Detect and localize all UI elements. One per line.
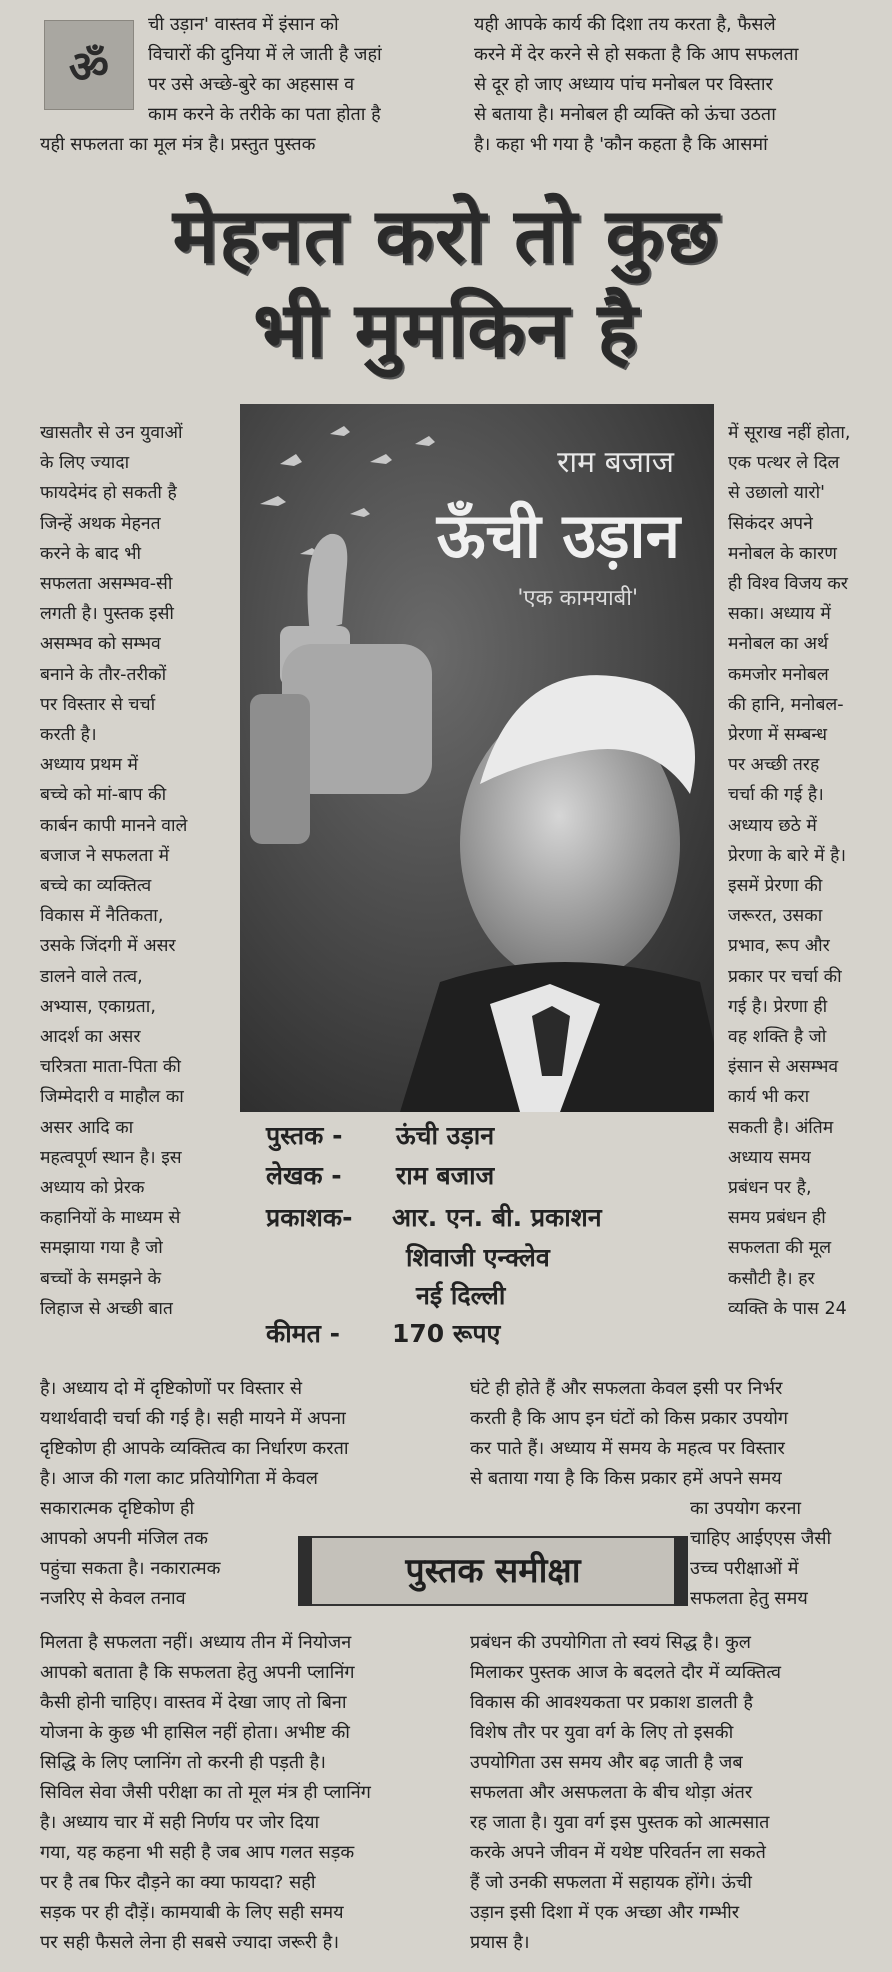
text-line: सफलता असम्भव-सी [40, 574, 173, 595]
book-label: पुस्तक - [266, 1121, 343, 1150]
text-line: करने के बाद भी [40, 543, 142, 564]
text-line: रह जाता है। युवा वर्ग इस पुस्तक को आत्मसात [470, 1812, 770, 1833]
text-line: उड़ान इसी दिशा में एक अच्छा और गम्भीर [470, 1902, 740, 1923]
publisher-label: प्रकाशक- [266, 1203, 353, 1232]
text-line: अध्याय छठे में [728, 815, 817, 836]
text-line: लगती है। पुस्तक इसी [40, 604, 174, 625]
text-line: समझाया गया है जो [40, 1238, 163, 1259]
text-line: विकास में नैतिकता, [40, 906, 164, 927]
text-line: है। अध्याय दो में दृष्टिकोणों पर विस्तार से [40, 1378, 303, 1399]
right-column [728, 418, 888, 1324]
text-line: जिन्हें अथक मेहनत [40, 513, 161, 534]
text-line: एक पत्थर ले दिल [728, 453, 840, 474]
text-line: उपयोगिता उस समय और बढ़ जाती है जब [470, 1752, 743, 1773]
text-line: पर अच्छी तरह [728, 755, 820, 776]
text-line: ची उड़ान' वास्तव में इंसान को [148, 14, 339, 35]
bottom-left-column [40, 1628, 460, 1958]
text-line: आपको अपनी मंजिल तक [40, 1528, 208, 1549]
text-line: कार्बन कापी मानने वाले [40, 815, 188, 836]
text-line: सकारात्मक दृष्टिकोण ही [40, 1498, 195, 1519]
text-line: की हानि, मनोबल- [728, 694, 844, 715]
headline-line-1: मेहनत करो तो कुछ [172, 191, 720, 280]
om-symbol-box [44, 20, 134, 110]
om-symbol: ॐ [68, 42, 110, 93]
text-line: डालने वाले तत्व, [40, 966, 143, 987]
text-line: खासतौर से उन युवाओं [40, 423, 183, 443]
top-left-last-line [40, 130, 460, 160]
text-line: मिलाकर पुस्तक आज के बदलते दौर में व्यक्तित्व [470, 1662, 782, 1683]
text-line: करती है। [40, 725, 97, 746]
text-line: चर्चा की गई है। [728, 785, 824, 806]
text-line: महत्वपूर्ण स्थान है। इस [40, 1147, 182, 1168]
text-line: बच्चों के समझने के [40, 1268, 162, 1289]
text-line: है। कहा भी गया है 'कौन कहता है कि आसमां [474, 134, 768, 155]
text-line: सफलता हेतु समय [690, 1588, 808, 1609]
text-line: बजाज ने सफलता में [40, 845, 170, 866]
book-value: ऊंची उड़ान [396, 1121, 495, 1150]
author-value: राम बजाज [396, 1161, 495, 1190]
text-line: यही आपके कार्य की दिशा तय करता है, फैसले [474, 14, 776, 35]
text-line: प्रयास है। [470, 1932, 530, 1953]
text-line: चरित्रता माता-पिता की [40, 1057, 181, 1078]
text-line: विशेष तौर पर युवा वर्ग के लिए तो इसकी [470, 1722, 734, 1743]
text-line: का उपयोग करना [690, 1498, 802, 1519]
text-line: उच्च परीक्षाओं में [690, 1558, 799, 1579]
text-line: विचारों की दुनिया में ले जाती है जहां [148, 44, 382, 65]
text-line: सकती है। अंतिम [728, 1117, 834, 1138]
text-line: पर विस्तार से चर्चा [40, 694, 156, 715]
text-line: लिहाज से अच्छी बात [40, 1298, 173, 1319]
text-line: से दूर हो जाए अध्याय पांच मनोबल पर विस्तार [474, 74, 773, 95]
text-line: घंटे ही होते हैं और सफलता केवल इसी पर निर्भर [470, 1378, 783, 1399]
text-line: है। अध्याय चार में सही निर्णय पर जोर दिया [40, 1812, 320, 1833]
text-line: फायदेमंद हो सकती है [40, 483, 177, 504]
text-line: में सूराख नहीं होता, [728, 423, 851, 443]
text-line: जिम्मेदारी व माहौल का [40, 1087, 184, 1108]
top-left-column [148, 10, 448, 130]
text-line: कसौटी है। हर [728, 1268, 815, 1289]
text-line: प्रबंधन पर है, [728, 1178, 812, 1199]
text-line: अध्याय समय [728, 1147, 811, 1168]
text-line: कार्य भी करा [728, 1087, 810, 1108]
bottom-right-column [470, 1628, 886, 1958]
left-column [40, 418, 236, 1324]
review-section-label [300, 1536, 686, 1606]
text-line: मनोबल का अर्थ [728, 634, 829, 655]
publisher-address-2: नई दिल्ली [416, 1281, 506, 1310]
text-line: हैं जो उनकी सफलता में सहायक होंगे। ऊंची [470, 1872, 752, 1893]
publisher-value: आर. एन. बी. प्रकाशन [392, 1203, 602, 1232]
text-line: आदर्श का असर [40, 1027, 141, 1048]
text-line: कमजोर मनोबल [728, 664, 829, 685]
headline-line-2: भी मुमकिन है [253, 285, 639, 374]
text-line: दृष्टिकोण ही आपके व्यक्तित्व का निर्धारण करता [40, 1438, 349, 1459]
text-line: उसके जिंदगी में असर [40, 936, 176, 957]
text-line: गई है। प्रेरणा ही [728, 996, 828, 1017]
text-line: करती है कि आप इन घंटों को किस प्रकार उपयोग [470, 1408, 789, 1429]
cover-title: ऊँची उड़ान [436, 499, 680, 572]
text-line: प्रेरणा में सम्बन्ध [728, 725, 828, 746]
price-value: 170 रूपए [392, 1319, 501, 1348]
text-line: करने में देर करने से हो सकता है कि आप सफलता [474, 44, 799, 65]
text-line: अध्याय प्रथम में [40, 755, 138, 776]
text-line: विकास की आवश्यकता पर प्रकाश डालती है [470, 1692, 753, 1713]
text-line: इंसान से असम्भव [728, 1057, 839, 1078]
text-line: बनाने के तौर-तरीकों [40, 664, 167, 685]
text-line: प्रकार पर चर्चा की [728, 966, 842, 987]
text-line: चाहिए आईएएस जैसी [690, 1528, 832, 1549]
review-label: पुस्तक समीक्षा [405, 1551, 581, 1591]
text-line: सफलता और असफलता के बीच थोड़ा अंतर [470, 1782, 753, 1803]
text-line: मिलता है सफलता नहीं। अध्याय तीन में नियोजन [40, 1632, 352, 1653]
text-line: से बताया गया है कि किस प्रकार हमें अपने समय [470, 1468, 782, 1489]
text-line: अभ्यास, एकाग्रता, [40, 996, 156, 1017]
text-line: पहुंचा सकता है। नकारात्मक [40, 1558, 221, 1579]
text-line: योजना के कुछ भी हासिल नहीं होता। अभीष्ट की [40, 1722, 350, 1743]
cover-tagline: 'एक कामयाबी' [517, 586, 638, 611]
text-line: ही विश्व विजय कर [728, 574, 848, 595]
text-line: असम्भव को सम्भव [40, 634, 161, 655]
text-line: सिद्धि के लिए प्लानिंग तो करनी ही पड़ती है। [40, 1752, 326, 1773]
text-line: पर है तब फिर दौड़ने का क्या फायदा? सही [40, 1872, 316, 1893]
text-line: के लिए ज्यादा [40, 453, 130, 474]
text-line: कहानियों के माध्यम से [40, 1208, 181, 1229]
text-line: काम करने के तरीके का पता होता है [148, 104, 381, 125]
price-label: कीमत - [266, 1319, 340, 1348]
author-label: लेखक - [266, 1161, 342, 1190]
text-line: बच्चे को मां-बाप की [40, 785, 167, 806]
text-line: से उछालो यारो' [728, 483, 825, 504]
text-line: वह शक्ति है जो [728, 1027, 827, 1048]
text-line: कर पाते हैं। अध्याय में समय के महत्व पर विस्तार [470, 1438, 785, 1459]
text-line: नजरिए से केवल तनाव [40, 1588, 186, 1609]
text-line: बच्चे का व्यक्तित्व [40, 876, 152, 897]
text-line: से बताया है। मनोबल ही व्यक्ति को ऊंचा उठता [474, 104, 776, 125]
text-line: पर उसे अच्छे-बुरे का अहसास व [148, 74, 355, 95]
text-line: आपको बताता है कि सफलता हेतु अपनी प्लानिंग [40, 1662, 355, 1683]
text-line: प्रबंधन की उपयोगिता तो स्वयं सिद्ध है। कुल [470, 1632, 752, 1653]
text-line: जरूरत, उसका [728, 906, 823, 927]
text-line: गया, यह कहना भी सही है जब आप गलत सड़क [40, 1842, 355, 1863]
text-line: समय प्रबंधन ही [728, 1208, 826, 1229]
text-line: व्यक्ति के पास 24 [728, 1298, 847, 1319]
text-line: पर सही फैसले लेना ही सबसे ज्यादा जरूरी है। [40, 1932, 340, 1953]
text-line: सका। अध्याय में [728, 604, 831, 625]
text-line: यथार्थवादी चर्चा की गई है। सही मायने में अपना [40, 1408, 346, 1429]
text-line: है। आज की गला काट प्रतियोगिता में केवल [40, 1468, 319, 1489]
text-line: कैसी होनी चाहिए। वास्तव में देखा जाए तो बिना [40, 1692, 347, 1713]
text-line: करके अपने जीवन में यथेष्ट परिवर्तन ला सकते [470, 1842, 766, 1863]
text-line: मनोबल के कारण [728, 543, 837, 564]
text-line: अध्याय को प्रेरक [40, 1178, 145, 1199]
text-line: सड़क पर ही दौड़ें। कामयाबी के लिए सही समय [40, 1902, 344, 1923]
text-line: प्रभाव, रूप और [728, 936, 830, 957]
text-line: असर आदि का [40, 1117, 134, 1138]
publisher-address-1: शिवाजी एन्क्लेव [406, 1243, 550, 1272]
text-line: इसमें प्रेरणा की [728, 876, 823, 897]
top-right-column [474, 10, 884, 160]
cover-author: राम बजाज [557, 445, 674, 480]
book-cover-image [240, 404, 714, 1112]
text-line: प्रेरणा के बारे में है। [728, 845, 847, 866]
text-line: यही सफलता का मूल मंत्र है। प्रस्तुत पुस्तक [40, 134, 316, 155]
text-line: सिकंदर अपने [728, 513, 813, 534]
text-line: सिविल सेवा जैसी परीक्षा का तो मूल मंत्र ही प्लानिंग [40, 1782, 371, 1803]
text-line: सफलता की मूल [728, 1238, 832, 1259]
